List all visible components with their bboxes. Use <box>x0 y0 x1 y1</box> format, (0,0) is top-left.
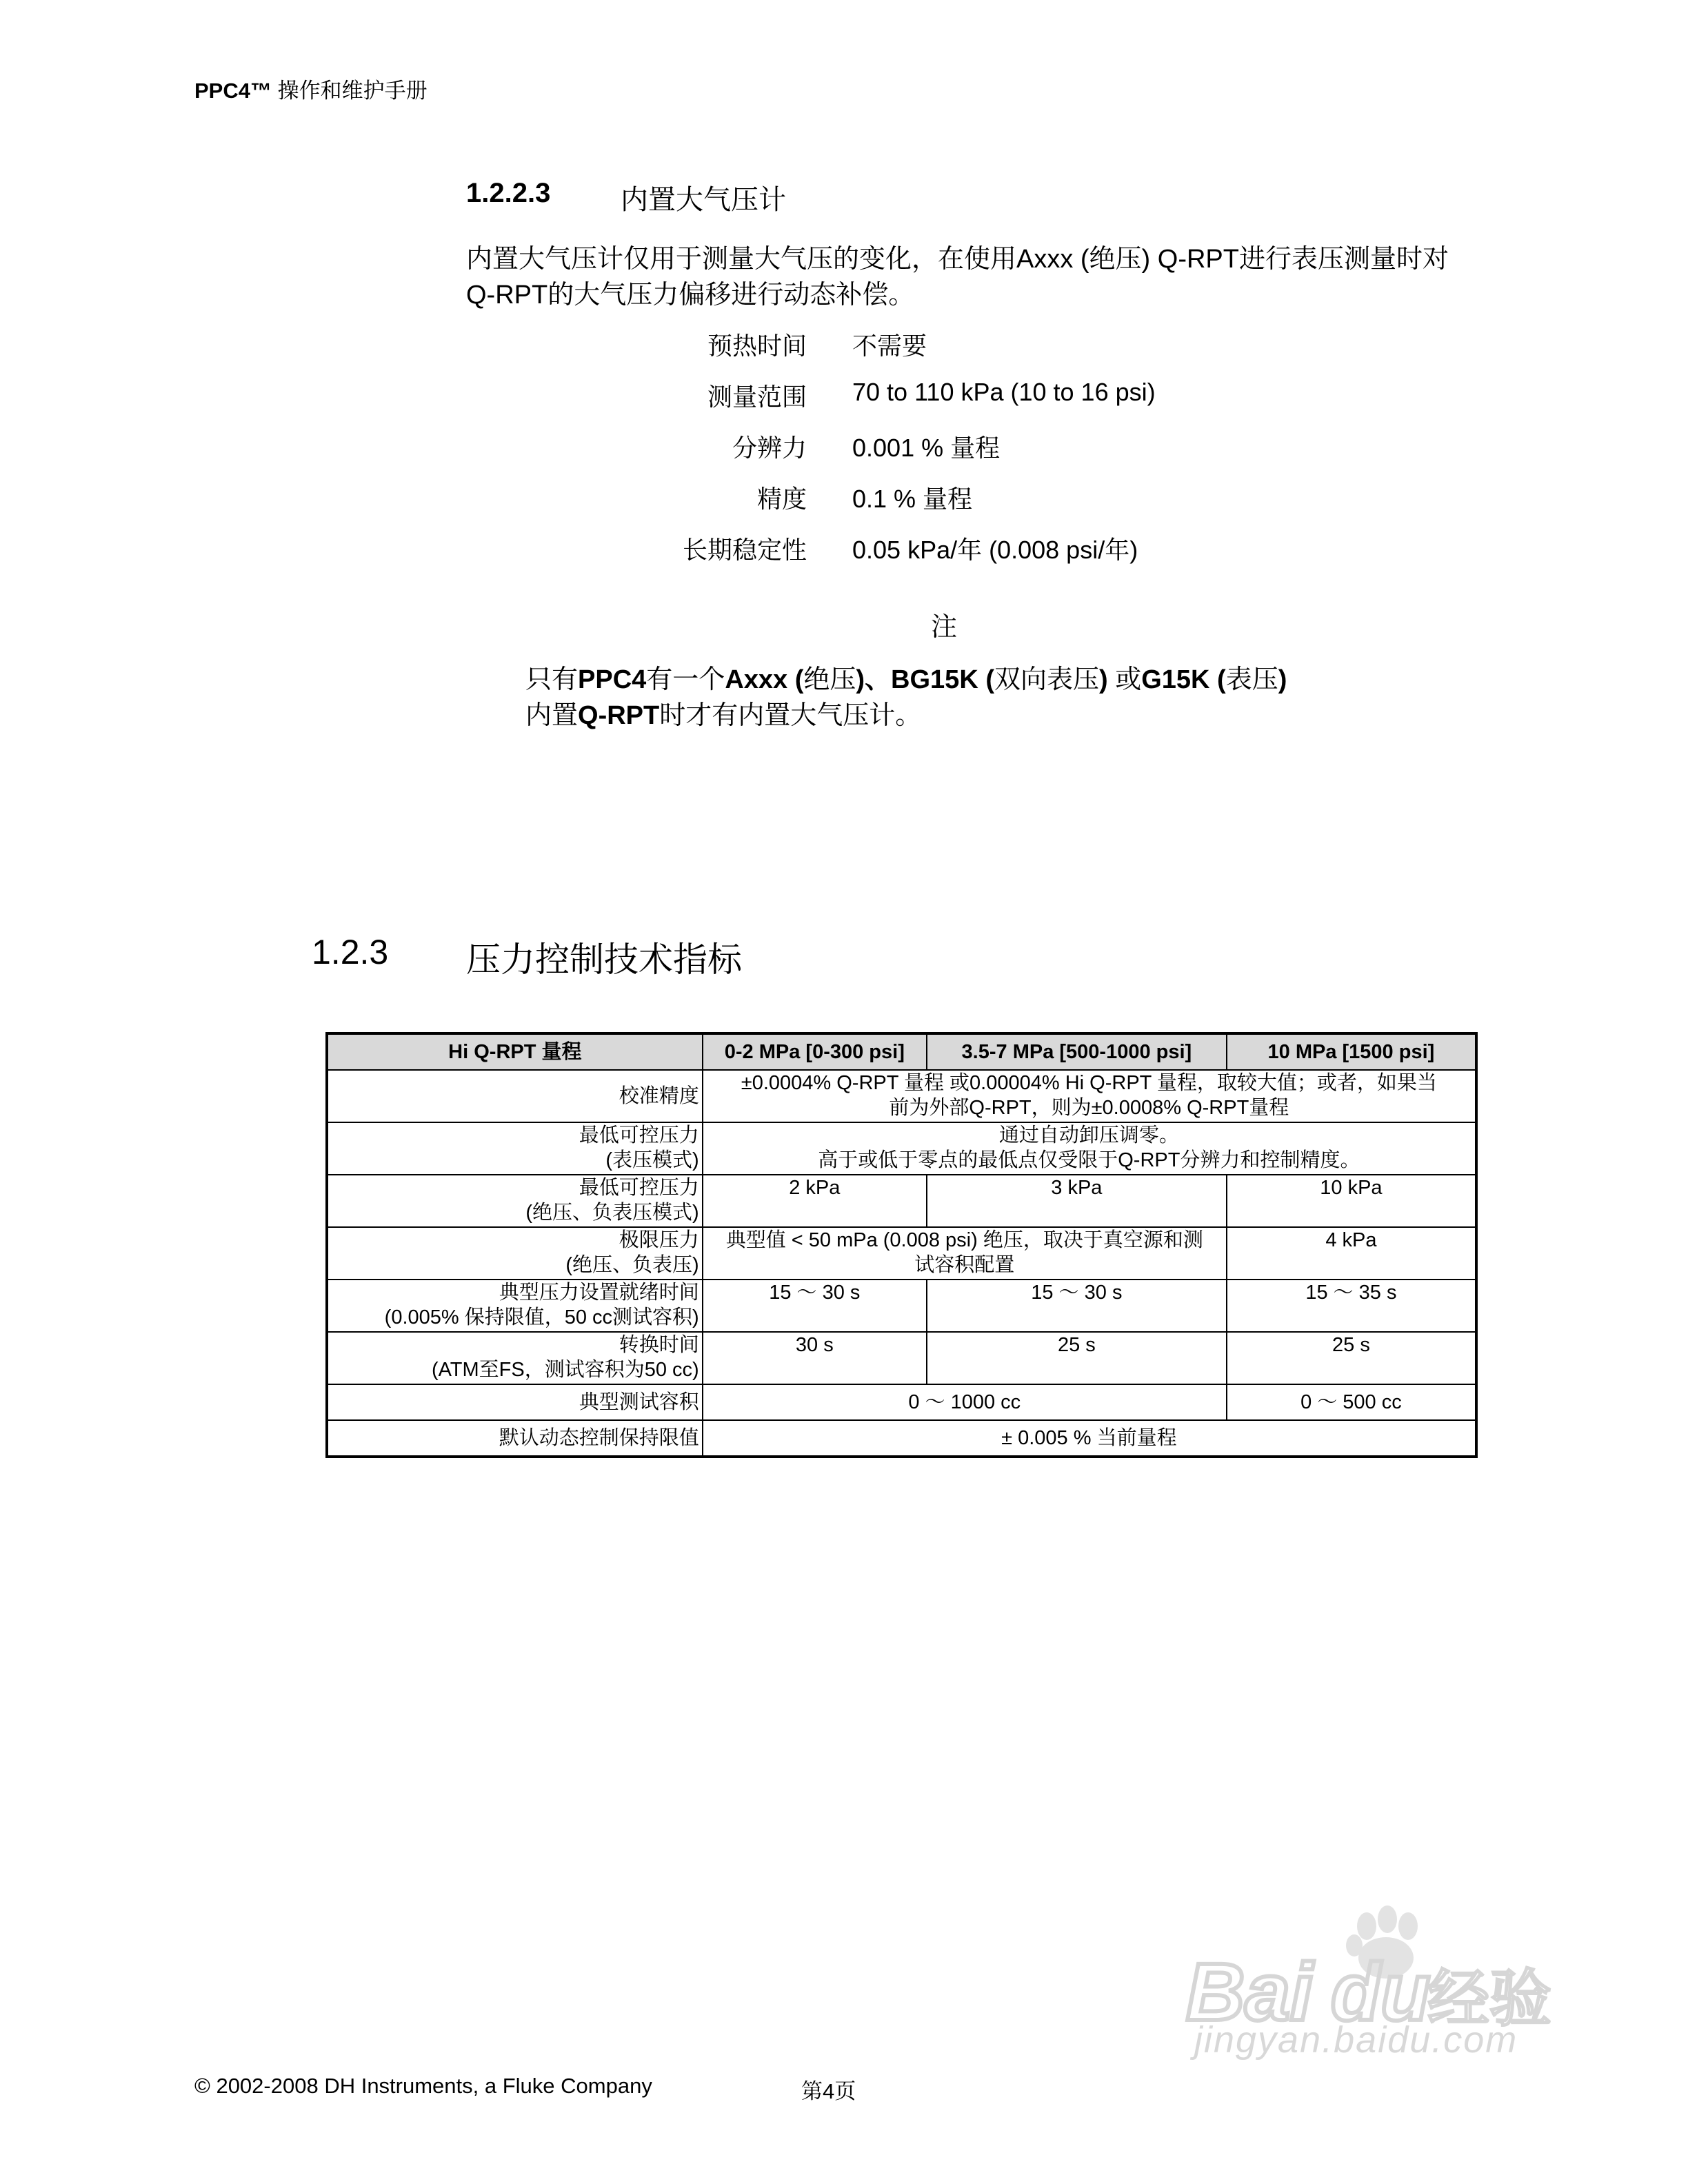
manual-title: 操作和维护手册 <box>277 79 428 103</box>
section-title: 内置大气压计 <box>621 185 786 215</box>
spec-label: 预热时间 <box>707 332 807 360</box>
table-cell: 15 ～ 30 s <box>927 1280 1227 1332</box>
table-cell: 15 ～ 30 s <box>703 1280 927 1332</box>
svg-text:经验: 经验 <box>1427 1963 1551 2035</box>
footer-copyright: © 2002-2008 DH Instruments, a Fluke Company <box>194 2074 652 2098</box>
table-header-row <box>327 1033 1476 1070</box>
row-label: 典型测试容积 <box>327 1384 703 1420</box>
section-number: 1.2.3 <box>312 933 389 971</box>
table-row <box>327 1384 1476 1420</box>
svg-text:Bai: Bai <box>1186 1947 1313 2038</box>
row-label: 最低可控压力 (绝压、负表压模式) <box>327 1175 703 1227</box>
pressure-control-spec-table <box>325 1032 1478 1458</box>
section-title: 压力控制技术指标 <box>466 940 742 979</box>
row-label: 转换时间 (ATM至FS，测试容积为50 cc) <box>327 1332 703 1384</box>
row-label: 默认动态控制保持限值 <box>327 1420 703 1457</box>
table-row <box>327 1280 1476 1332</box>
spec-value: 0.001 % 量程 <box>852 434 1001 462</box>
spec-label: 长期稳定性 <box>682 536 807 564</box>
spec-value: 70 to 110 kPa (10 to 16 psi) <box>852 378 1156 406</box>
running-header <box>194 73 428 104</box>
table-header-cell: 10 MPa [1500 psi] <box>1227 1033 1476 1070</box>
table-cell: 通过自动卸压调零。 高于或低于零点的最低点仅受限于Q-RPT分辨力和控制精度。 <box>703 1122 1476 1175</box>
table-row <box>327 1227 1476 1280</box>
table-row <box>327 1070 1476 1122</box>
table-cell: 3 kPa <box>927 1175 1227 1227</box>
watermark-url: jingyan.baidu.com <box>1194 2019 1518 2061</box>
spec-label: 测量范围 <box>707 383 807 411</box>
note-title: 注 <box>931 613 958 642</box>
spec-label: 精度 <box>756 485 807 513</box>
table-cell: 4 kPa <box>1227 1227 1476 1280</box>
row-label: 校准精度 <box>327 1070 703 1122</box>
table-cell: ± 0.005 % 当前量程 <box>703 1420 1476 1457</box>
note-body: 只有PPC4有一个Axxx (绝压)、BG15K (双向表压) 或G15K (表压) 内置Q-RPT时才有内置大气压计。 <box>525 665 1287 730</box>
footer-page-number: 第4页 <box>801 2079 856 2103</box>
row-label: 最低可控压力 (表压模式) <box>327 1122 703 1175</box>
table-header-cell: 0-2 MPa [0-300 psi] <box>703 1033 927 1070</box>
spec-value: 不需要 <box>852 332 927 360</box>
table-row <box>327 1122 1476 1175</box>
table-cell: 25 s <box>1227 1332 1476 1384</box>
table-header-cell: Hi Q-RPT 量程 <box>327 1033 703 1070</box>
section-number: 1.2.2.3 <box>466 178 551 208</box>
table-cell: 0 ～ 1000 cc <box>703 1384 1227 1420</box>
row-label: 典型压力设置就绪时间 (0.005% 保持限值，50 cc测试容积) <box>327 1280 703 1332</box>
table-header-cell: 3.5-7 MPa [500-1000 psi] <box>927 1033 1227 1070</box>
svg-text:du: du <box>1331 1947 1431 2038</box>
table-cell: 2 kPa <box>703 1175 927 1227</box>
spec-value: 0.1 % 量程 <box>852 485 973 513</box>
row-label: 极限压力 (绝压、负表压) <box>327 1227 703 1280</box>
table-row <box>327 1420 1476 1457</box>
table-cell: 10 kPa <box>1227 1175 1476 1227</box>
product-name: PPC4™ <box>194 79 272 103</box>
table-cell: 30 s <box>703 1332 927 1384</box>
table-cell: 15 ～ 35 s <box>1227 1280 1476 1332</box>
table-cell: ±0.0004% Q-RPT 量程 或0.00004% Hi Q-RPT 量程，取较大值；或者，如果当 前为外部Q-RPT，则为±0.0008% Q-RPT量程 <box>703 1070 1476 1122</box>
section-paragraph: 内置大气压计仅用于测量大气压的变化，在使用Axxx (绝压) Q-RPT进行表压测量时对Q-RPT的大气压力偏移进行动态补偿。 <box>466 245 1449 310</box>
spec-value: 0.05 kPa/年 (0.008 psi/年) <box>852 536 1138 564</box>
table-cell: 典型值 < 50 mPa (0.008 psi) 绝压，取决于真空源和测 试容积配置 <box>703 1227 1227 1280</box>
spec-label: 分辨力 <box>732 434 807 462</box>
table-row <box>327 1175 1476 1227</box>
table-cell: 0 ～ 500 cc <box>1227 1384 1476 1420</box>
table-cell: 25 s <box>927 1332 1227 1384</box>
table-row <box>327 1332 1476 1384</box>
